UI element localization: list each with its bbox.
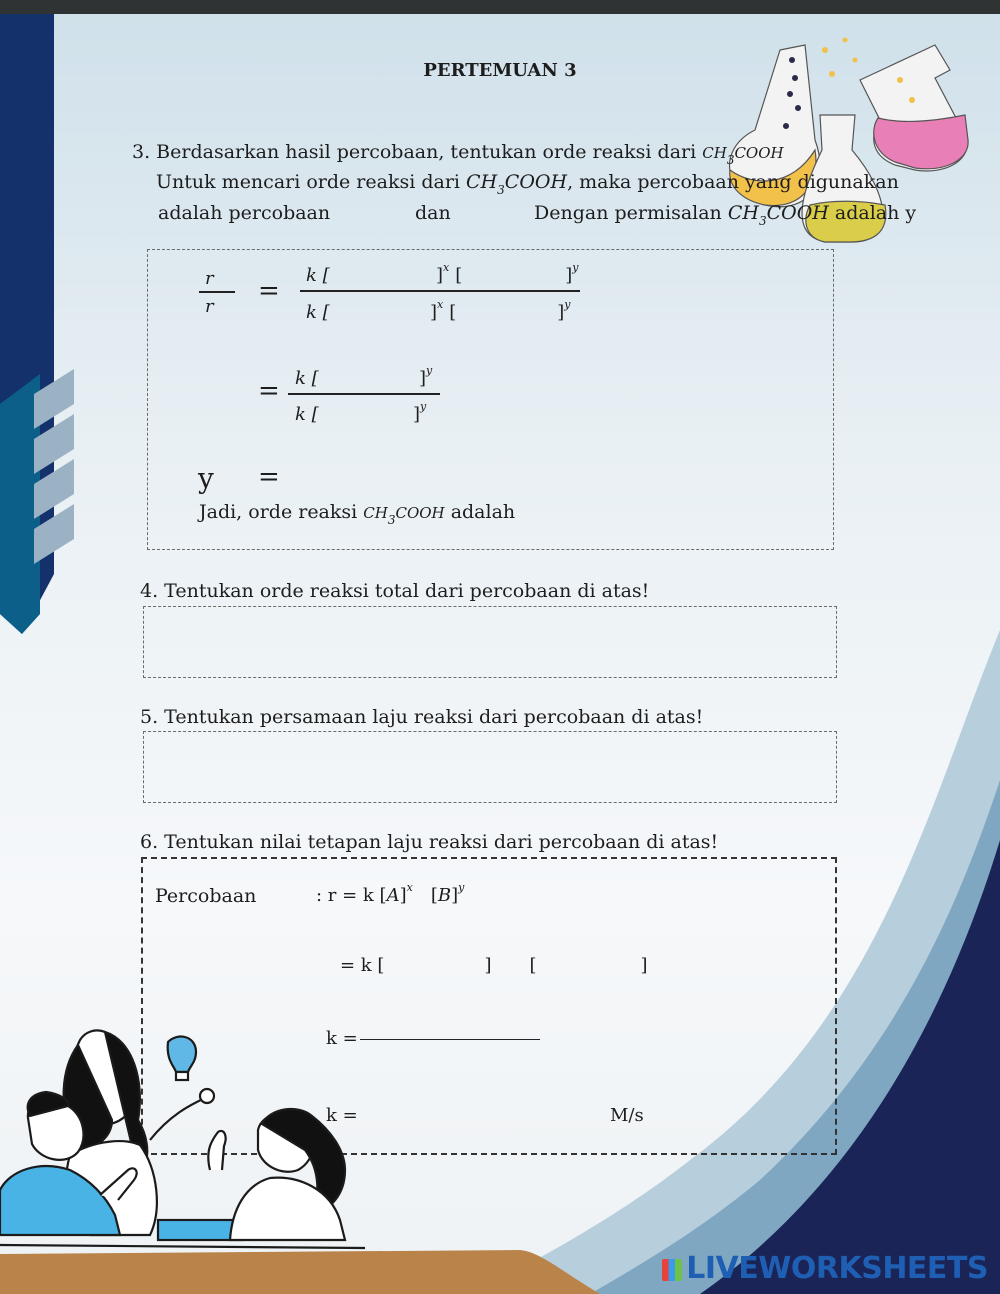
frac2-denominator: k [ ]$^y$ xyxy=(295,400,427,425)
q3-line-1 xyxy=(132,141,784,167)
students-illustration xyxy=(0,1020,400,1260)
q4-answer-box[interactable] xyxy=(143,606,837,678)
q3-conclusion: Jadi, orde reaksi $CH_3COOH$ adalah xyxy=(199,501,516,527)
frac1-denominator: k [ ]$^x$ [ ]$^y$ xyxy=(306,298,571,323)
frac-line-1 xyxy=(300,290,580,292)
frac1-numerator: k [ ]$^x$ [ ]$^y$ xyxy=(306,261,579,286)
q3-line-3-a: adalah percobaan xyxy=(158,202,331,224)
q6-rate-equation: : r = k $[A]^x$ $[B]^y$ xyxy=(316,881,465,906)
q3-question-text: 3. Berdasarkan hasil percobaan, tentukan orde reaksi dari xyxy=(132,141,697,163)
q6-percobaan-label: Percobaan xyxy=(155,885,257,907)
q4-question: 4. Tentukan orde reaksi total dari percobaan di atas! xyxy=(140,580,650,602)
q6-substitution: = k [ ] [ ] xyxy=(340,955,648,976)
q3-line-3-c: Dengan permisalan $CH_3COOH$ adalah y xyxy=(534,202,917,228)
chem-formula: $CH_3COOH$ xyxy=(363,504,445,527)
frac-r-top: r xyxy=(205,268,214,289)
equals-3: = xyxy=(258,462,280,492)
frac-line-r xyxy=(199,291,235,293)
q3-line-3-b: dan xyxy=(415,202,451,224)
q6-question: 6. Tentukan nilai tetapan laju reaksi dari percobaan di atas! xyxy=(140,831,719,853)
q6-k-fraction-label: k = xyxy=(326,1028,358,1049)
chem-formula: $CH_3COOH$ xyxy=(727,202,829,228)
liveworksheets-watermark[interactable]: LIVEWORKSHEETS xyxy=(662,1251,988,1286)
q6-unit: M/s xyxy=(610,1105,644,1126)
equals-2: = xyxy=(258,376,280,406)
top-bar xyxy=(0,0,1000,14)
chem-formula: $CH_3COOH$ xyxy=(466,171,568,197)
q3-line-2: Untuk mencari orde reaksi dari $CH_3COOH$, maka percobaan yang digunakan xyxy=(156,171,899,197)
q5-question: 5. Tentukan persamaan laju reaksi dari percobaan di atas! xyxy=(140,706,704,728)
q5-answer-box[interactable] xyxy=(143,731,837,803)
liveworksheets-logo-icon xyxy=(662,1259,682,1281)
frac-r-bottom: r xyxy=(205,296,214,317)
frac-line-2 xyxy=(288,393,440,395)
frac2-numerator: k [ ]$^y$ xyxy=(295,364,433,389)
page-title: PERTEMUAN 3 xyxy=(423,60,577,81)
left-banner xyxy=(0,14,80,644)
y-label: y xyxy=(198,462,214,495)
equals-1: = xyxy=(258,276,280,306)
q6-k-result-label: k = xyxy=(326,1105,358,1126)
chem-formula: $CH_3COOH$ xyxy=(702,144,784,167)
